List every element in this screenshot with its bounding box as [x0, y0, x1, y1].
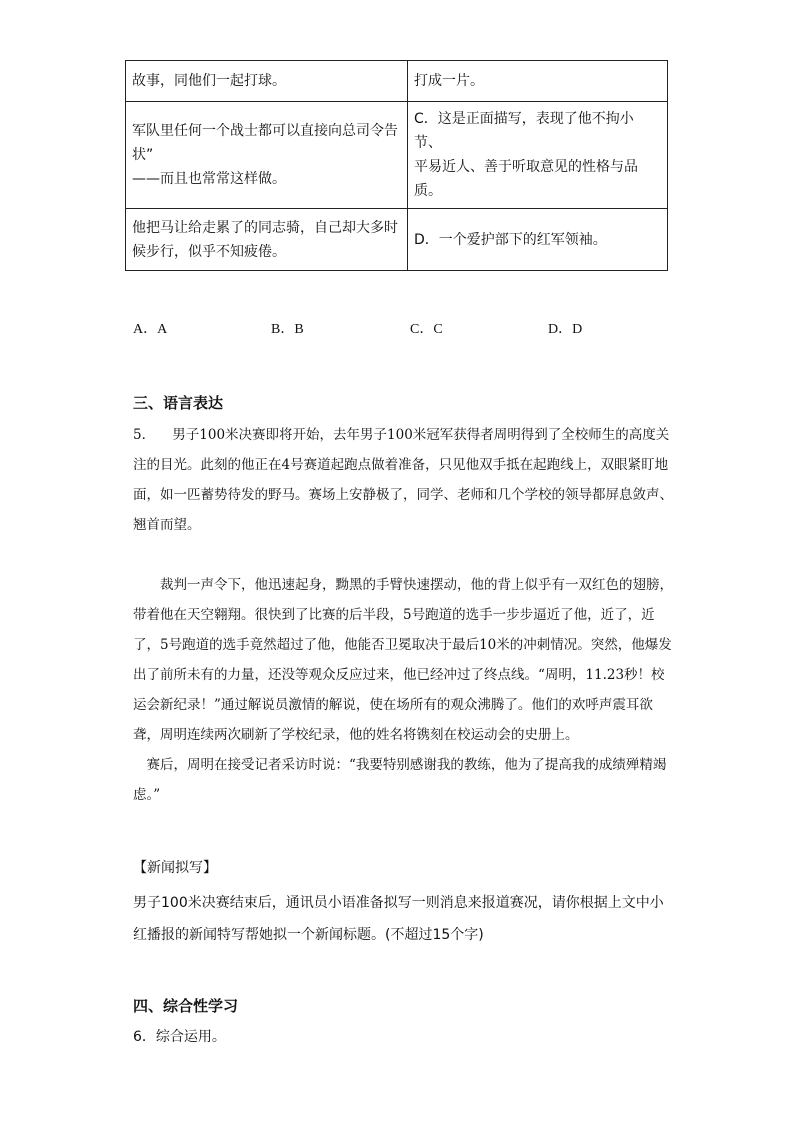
table-row [126, 102, 668, 209]
news-writing-question: 男子100米决赛结束后，通讯员小语准备拟写一则消息来报道赛况，请你根据上文中小红播报的新闻特写帮她拟一个新闻标题。(不超过15个字) [133, 895, 664, 943]
cell-text: 他把马让给走累了的同志骑，自己却大多时 [132, 219, 398, 236]
cell-text: C．这是正面描写，表现了他不拘小节、 [414, 111, 634, 151]
cell-text: ——而且也常常这样做。 [132, 171, 286, 187]
paragraph-text: 男子100米决赛即将开始，去年男子100米冠军获得者周明得到了全校师生的高度关注的目光。此刻的他正在4号赛道起跑点做着准备，只见他双手抵在起跑线上，双眼紧盯地面，如一匹蓄势待发的野马。赛场上安静极了，同学、老师和几个学校的领导都屏息敛声、翘首而望。 [133, 427, 673, 533]
q5-paragraph-2: 裁判一声令下，他迅速起身，黝黑的手臂快速摆动，他的背上似乎有一双红色的翅膀，带着他在天空翱翔。很快到了比赛的后半段，5号跑道的选手一步步逼近了他，近了，近了，5号跑道的选手竟然超过了他，他能否卫冕取决于最后10米的冲刺情况。突然，他爆发出了前所未有的力量，还没等观众反应过来，他已经冲过了终点线。“周明，11.23秒！校运会新纪录！”通过解说员激情的解说，使在场所有的观众沸腾了。他们的欢呼声震耳欲聋，周明连续两次刷新了学校纪录，他的姓名将镌刻在校运动会的史册上。 [133, 577, 673, 743]
cell-text: D．一个爱护部下的红军领袖。 [414, 231, 607, 248]
cell-text: 平易近人、善于听取意见的性格与品质。 [414, 159, 638, 199]
table-cell-left [126, 102, 408, 209]
table-cell-right [408, 102, 668, 209]
q5-paragraph-3: 赛后，周明在接受记者采访时说：“我要特别感谢我的教练，他为了提高我的成绩殚精竭虑。” [133, 757, 667, 803]
cell-text: 状” [132, 147, 154, 163]
table-row [126, 61, 668, 102]
table-cell-right [408, 209, 668, 271]
table-cell-left [126, 209, 408, 271]
cell-text: 军队里任何一个战士都可以直接向总司令告 [132, 123, 398, 139]
news-writing-label: 【新闻拟写】 [133, 860, 217, 876]
section-heading-comprehensive-learning: 四、综合性学习 [133, 997, 239, 1015]
question-6: 6．综合运用。 [133, 1029, 226, 1045]
option-b[interactable]: B．B [271, 322, 304, 337]
option-d[interactable]: D．D [548, 322, 583, 337]
table-row [126, 209, 668, 271]
table-cell-left [126, 61, 408, 102]
section-heading-language-expression: 三、语言表达 [133, 394, 224, 412]
option-c[interactable]: C．C [410, 322, 443, 337]
table-cell-right [408, 61, 668, 102]
q5-paragraph-1 [133, 420, 673, 540]
answer-table [125, 60, 668, 271]
option-a[interactable]: A．A [133, 322, 168, 337]
question-5 [133, 420, 673, 810]
question-number: 5． [133, 427, 156, 443]
cell-text: 故事，同他们一起打球。 [132, 73, 286, 89]
cell-text: 打成一片。 [414, 73, 484, 89]
cell-text: 候步行，似乎不知疲倦。 [132, 243, 286, 260]
